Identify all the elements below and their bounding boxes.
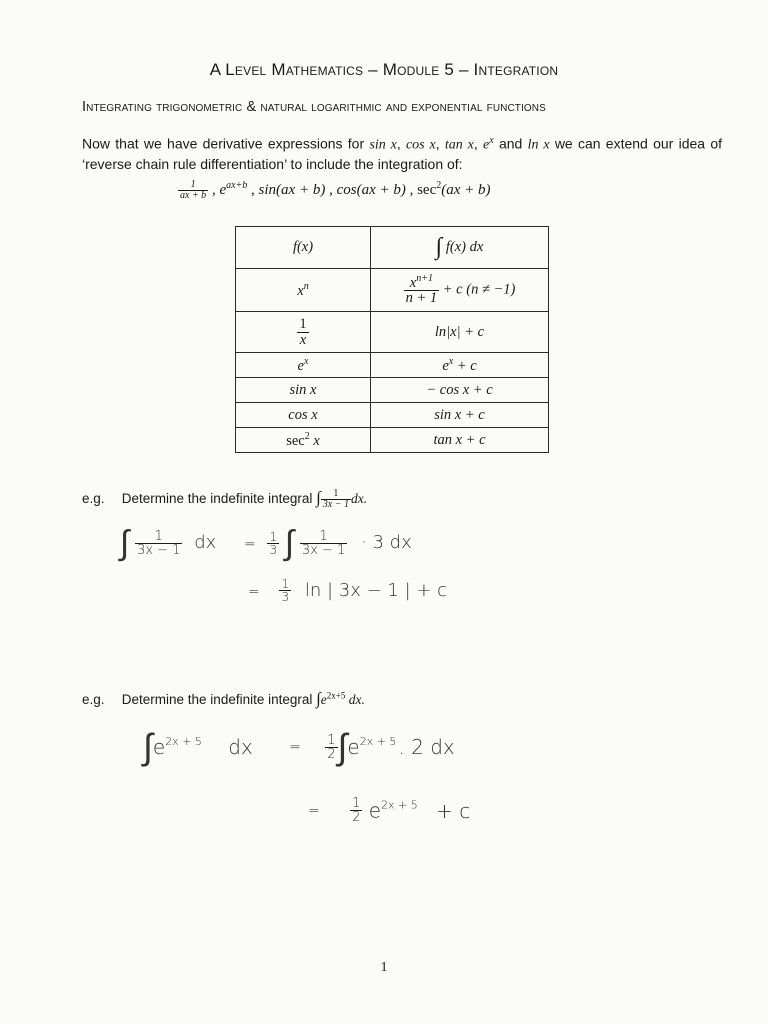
page-title: A Level Mathematics – Module 5 – Integration: [209, 60, 559, 79]
e-exponent: 2x + 5: [381, 798, 418, 812]
hand-fraction: [300, 530, 347, 557]
fraction-numerator: 1: [178, 180, 208, 191]
e-base: e: [320, 692, 327, 707]
e-base: e: [368, 798, 382, 823]
n-exponent: n: [303, 280, 309, 292]
table-row: [236, 428, 549, 453]
plus-c: + c: [453, 357, 477, 374]
row4-right: − cos x + c: [371, 378, 549, 403]
row1-right: [371, 269, 549, 312]
e-exponent: x: [489, 135, 494, 146]
example-1-prompt: [82, 488, 367, 510]
power-fraction: [404, 274, 440, 306]
example-text: Determine the indefinite integral: [121, 491, 317, 506]
sec-function: sec: [417, 182, 437, 198]
exp-exponent: ax+b: [226, 180, 248, 191]
integral-sign: ∫: [284, 523, 295, 563]
table-row: [236, 403, 549, 428]
ln-result: ln | 3x − 1 | + c: [304, 579, 448, 601]
table-row: [236, 269, 549, 312]
row6-right: tan x + c: [371, 428, 549, 453]
separator: ,: [208, 182, 220, 198]
one-third: [267, 531, 279, 556]
sec-argument: (ax + b): [441, 182, 491, 198]
cos-function: cos(ax + b): [336, 182, 406, 198]
fraction-denominator: 3x − 1: [322, 498, 349, 510]
example-1-working-line-2: [248, 578, 447, 603]
x-exponent: x: [448, 355, 454, 367]
one: 1: [299, 316, 307, 332]
row5-right: sin x + c: [371, 403, 549, 428]
table-header-row: [236, 227, 549, 269]
fraction-denominator: 3x − 1: [137, 542, 181, 558]
e-base: e: [297, 357, 304, 374]
one-third: [279, 578, 291, 603]
integral-sign: ∫: [316, 488, 321, 507]
fraction-denominator: ax + b: [180, 190, 207, 202]
x-base: x: [409, 274, 417, 291]
integral-table: [235, 226, 549, 453]
reciprocal-fraction: [178, 180, 208, 201]
x-base: x: [297, 282, 304, 299]
x-exponent: x: [303, 355, 309, 367]
integral-sign: ∫: [120, 523, 130, 563]
reciprocal-x: [297, 317, 308, 347]
sin-function: sin(ax + b): [258, 182, 326, 198]
fraction-denominator: 3: [269, 542, 278, 557]
equals-sign: =: [248, 583, 260, 600]
intro-text-1: Now that we have derivative expressions for: [82, 135, 370, 152]
times-two-dx: . 2 dx: [398, 735, 455, 759]
row1-left: [236, 269, 371, 312]
example-fraction: [321, 489, 351, 510]
row3-right: [371, 353, 549, 378]
sin-x: sin x: [369, 137, 397, 153]
comma: ,: [473, 135, 484, 152]
fraction-denominator: 2: [352, 810, 361, 825]
x-denominator: x: [299, 331, 307, 348]
fraction-numerator: 1: [300, 530, 347, 544]
dx: dx.: [350, 491, 368, 506]
fraction-denominator: 3x − 1: [301, 542, 346, 558]
comma: ,: [435, 135, 445, 152]
example-2-working-line-1: [143, 726, 455, 768]
fraction-numerator: 1: [327, 732, 336, 748]
page-number: 1: [380, 960, 388, 975]
row2-left: [236, 312, 371, 353]
one-half: [350, 797, 362, 824]
example-2-prompt: [82, 689, 365, 709]
dx: dx: [194, 532, 217, 553]
integral-sign: ∫: [337, 727, 348, 768]
fraction-numerator: 1: [321, 489, 351, 500]
fraction-numerator: 1: [269, 529, 278, 544]
separator: ,: [325, 182, 337, 198]
times-three-dx: · 3 dx: [361, 532, 412, 553]
power-tail: + c (n ≠ −1): [442, 281, 516, 298]
power-numerator: [404, 274, 440, 291]
e-exponent: 2x+5: [326, 690, 346, 701]
fraction-denominator: 2: [327, 746, 336, 762]
separator: ,: [247, 182, 259, 198]
and-word: and: [493, 135, 528, 152]
power-denominator: n + 1: [405, 290, 438, 307]
example-text: Determine the indefinite integral: [121, 692, 317, 707]
separator: ,: [405, 182, 418, 198]
e-base: e: [483, 137, 490, 153]
example-1-working-line-1: [120, 523, 412, 563]
example-2-working-line-2: [308, 797, 470, 824]
x-arg: x: [309, 432, 320, 449]
squared: 2: [304, 430, 310, 442]
one-half: [325, 734, 337, 761]
row3-left: [236, 353, 371, 378]
eg-label: e.g.: [82, 491, 105, 506]
comma: ,: [396, 135, 406, 152]
equals-sign: =: [308, 802, 320, 819]
equals-sign: =: [289, 739, 301, 755]
integral-sign: ∫: [316, 689, 321, 708]
section-heading: Integrating trigonometric & natural logarithmic and exponential functions: [82, 99, 546, 115]
table-row: [236, 353, 549, 378]
header-fx: f(x): [236, 227, 371, 269]
fraction-denominator: 3: [281, 590, 290, 604]
hand-fraction: [135, 530, 182, 557]
header-integral-text: f(x) dx: [445, 238, 484, 255]
fraction-numerator: 1: [352, 796, 361, 811]
intro-text-2: we can extend our idea of ‘reverse chain rule differentiation’ to include the integration of:: [82, 135, 722, 172]
row2-right: ln|x| + c: [371, 312, 549, 353]
intro-paragraph: [82, 131, 722, 174]
table-row: [236, 312, 549, 353]
n1-exponent: n+1: [416, 273, 433, 285]
table-row: [236, 378, 549, 403]
row4-left: sin x: [236, 378, 371, 403]
sec-power: 2: [436, 180, 442, 191]
e-base: e: [152, 735, 166, 759]
row6-left: [236, 428, 371, 453]
equals-sign: =: [244, 536, 256, 552]
ln-x: ln x: [527, 137, 550, 153]
integral-sign: ∫: [435, 234, 443, 260]
sec: sec: [286, 432, 305, 449]
e-exponent: 2x + 5: [165, 734, 202, 748]
e-base: e: [442, 357, 449, 374]
dx: dx: [228, 735, 253, 759]
fraction-numerator: 1: [135, 530, 182, 544]
exp-base: e: [219, 182, 227, 198]
function-list: [178, 180, 491, 201]
plus-c: + c: [436, 798, 471, 823]
e-exponent: 2x + 5: [359, 734, 397, 748]
integral-sign: ∫: [143, 727, 153, 768]
fraction-numerator: 1: [281, 577, 290, 591]
eg-label: e.g.: [82, 692, 105, 707]
header-integral: [371, 227, 549, 269]
tan-x: tan x: [444, 137, 474, 153]
dx: dx.: [345, 692, 365, 707]
e-base: e: [347, 735, 360, 759]
row5-left: cos x: [236, 403, 371, 428]
cos-x: cos x: [405, 137, 436, 153]
